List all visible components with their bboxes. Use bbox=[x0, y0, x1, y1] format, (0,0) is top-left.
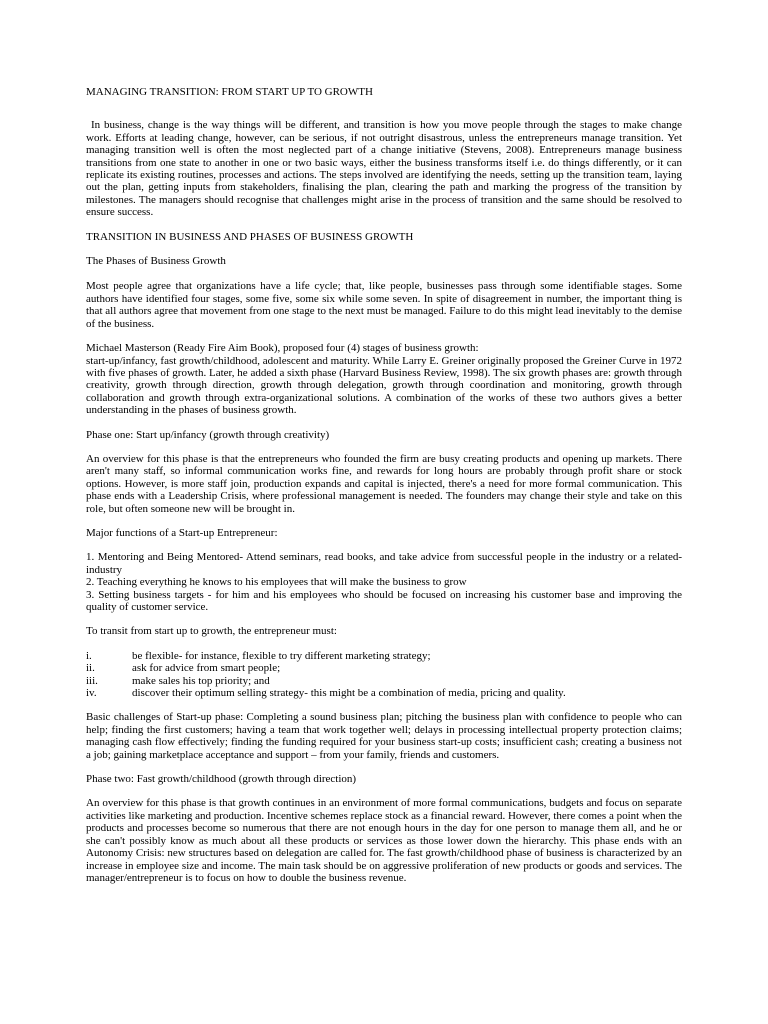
transit-item-text: ask for advice from smart people; bbox=[132, 662, 281, 675]
major-function-item: 3. Setting business targets - for him and his employees who should be focused on increasing his customer base and improving the quality of customer service. bbox=[86, 588, 682, 613]
challenges-paragraph: Basic challenges of Start-up phase: Completing a sound business plan; pitching the business plan with confidence to people who can help; finding the first customers; having a team that work together well; delays in processing intellectual property protection claims; managing cash flow effectively; finding the funding required for your business start-up costs; insufficient cash; creating a business not a job; gaining marketplace acceptance and support – from your family, friends and customers. bbox=[86, 711, 682, 761]
transit-item bbox=[86, 675, 682, 687]
phase-two-heading: Phase two: Fast growth/childhood (growth through direction) bbox=[86, 773, 357, 786]
masterson-line: Michael Masterson (Ready Fire Aim Book), proposed four (4) stages of business growth: bbox=[86, 342, 479, 355]
transit-heading: To transit from start up to growth, the entrepreneur must: bbox=[86, 625, 337, 638]
transit-item-number: iv. bbox=[86, 687, 97, 700]
transit-item-text: discover their optimum selling strategy- this might be a combination of media, pricing and quality. bbox=[132, 687, 566, 700]
subheading-phases: The Phases of Business Growth bbox=[86, 255, 226, 268]
transit-item bbox=[86, 650, 682, 662]
phase-one-overview: An overview for this phase is that the entrepreneurs who founded the firm are busy creating products and opening up markets. There aren't many staff, so informal communication works fine, and rewards for long hours are probably through profit share or stock options. However, is more staff join, production expands and capital is injected, there's a need for more formal communication. This phase ends with a Leadership Crisis, where professional management is needed. The founders may change their style and take on this role, but often someone new will be brought in. bbox=[86, 452, 682, 515]
major-functions-heading: Major functions of a Start-up Entrepreneur: bbox=[86, 526, 278, 539]
section-heading: TRANSITION IN BUSINESS AND PHASES OF BUSINESS GROWTH bbox=[86, 230, 414, 243]
transit-item bbox=[86, 662, 682, 674]
transit-item bbox=[86, 687, 682, 699]
major-function-item: 1. Mentoring and Being Mentored- Attend seminars, read books, and take advice from successful people in the industry or a related-industry bbox=[86, 551, 682, 576]
transit-item-number: i. bbox=[86, 649, 92, 662]
transit-item-number: ii. bbox=[86, 662, 95, 675]
transit-item-text: make sales his top priority; and bbox=[132, 674, 270, 687]
phase-one-heading: Phase one: Start up/infancy (growth through creativity) bbox=[86, 428, 330, 441]
transit-item-number: iii. bbox=[86, 674, 98, 687]
intro-paragraph: In business, change is the way things will be different, and transition is how you move people through the stages to make change work. Efforts at leading change, however, can be serious, if not outright disastrous, unless the entrepreneurs manage transition. Yet managing transition well is often the most neglected part of a change initiative (Stevens, 2008). Entrepreneurs manage business transitions from one state to another in one or two basic ways, either the business transforms itself i.e. do things differently, or it can replicate its existing routines, processes and actions. The steps involved are identifying the needs, setting up the transition team, laying out the plan, getting inputs from stakeholders, finalising the plan, clearing the path and marking the progress of the transition by milestones. The managers should recognise that challenges might arise in the process of transition and the same should be resolved to ensure success. bbox=[86, 119, 682, 219]
major-function-item: 2. Teaching everything he knows to his employees that will make the business to grow bbox=[86, 576, 467, 589]
lifecycle-paragraph: Most people agree that organizations have a life cycle; that, like people, businesses pass through some identifiable stages. Some authors have identified four stages, some five, some six while some seven. In spite of disagreement in number, the important thing is that all authors agree that movement from one stage to the next must be managed. Failure to do this might lead inevitably to the demise of the business. bbox=[86, 280, 682, 330]
transit-item-text: be flexible- for instance, flexible to try different marketing strategy; bbox=[132, 649, 431, 662]
phase-two-overview: An overview for this phase is that growth continues in an environment of more formal communications, budgets and focus on separate activities like marketing and production. Incentive schemes replace stock as a financial reward. However, there comes a point when the products and processes become so numerous that there are not enough hours in the day for one person to manage them all, and he or she can't possibly know as much about all these products or services as those lower down the hierarchy. This phase ends with an Autonomy Crisis: new structures based on delegation are called for. The fast growth/childhood phase of business is characterized by an increase in employee size and income. The main task should be on aggressive proliferation of new products or goods and services. The manager/entrepreneur is to focus on how to double the business revenue. bbox=[86, 797, 682, 884]
growth-phases-paragraph: start-up/infancy, fast growth/childhood, adolescent and maturity. While Larry E. Greiner originally proposed the Greiner Curve in 1972 with five phases of growth. Later, he added a sixth phase (Harvard Business Review, 1998). The six growth phases are: growth through creativity, growth through direction, growth through delegation, growth through coordination and monitoring, growth through collaboration and growth through extra-organizational solutions. A combination of the works of these two authors gives a better understanding in the phases of business growth. bbox=[86, 354, 682, 417]
document-title: MANAGING TRANSITION: FROM START UP TO GROWTH bbox=[86, 86, 373, 98]
document-page bbox=[86, 86, 682, 884]
